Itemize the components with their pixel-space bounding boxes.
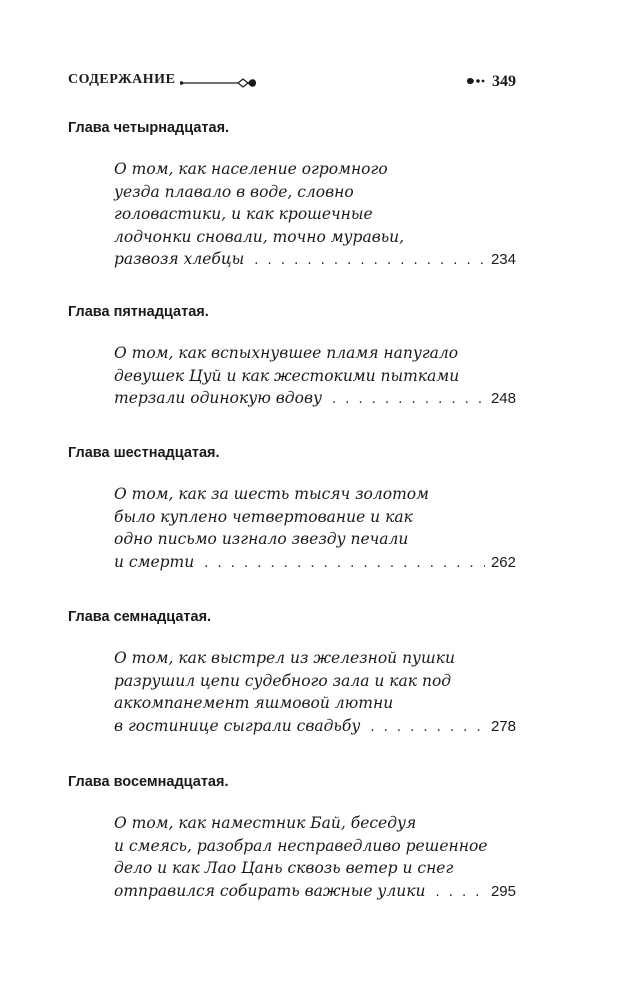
chapter-page-number: 234 [490,251,516,268]
chapter-summary [114,342,516,412]
summary-line: О том, как вспыхнувшее пламя напугало [114,344,459,362]
toc-chapter [68,774,516,904]
toc-chapter [68,445,516,575]
chapter-title: Глава восемнадцатая. [68,774,229,790]
summary-last-line [114,880,516,905]
summary-line: отправился собирать важные улики [114,881,426,900]
page-ornament-icon [466,72,486,91]
summary-line: в гостинице сыграли свадьбу [114,716,361,735]
chapter-page-number: 262 [490,553,516,571]
summary-line: аккомпанемент яшмовой лютни [114,694,394,712]
summary-line: было куплено четвертование и как [114,507,413,526]
summary-line: О том, как за шесть тысяч золотом [114,485,429,503]
chapter-title: Глава шестнадцатая. [68,445,220,461]
running-head [68,72,516,98]
summary-line: головастики, и как крошечные [114,205,373,223]
summary-line: лодчонки сновали, точно муравьи, [114,227,405,246]
running-head-right [466,72,516,91]
chapter-page-number: 278 [490,717,516,735]
summary-line: О том, как выстрел из железной пушки [114,649,455,667]
running-head-title: СОДЕРЖАНИЕ [68,72,176,87]
summary-line: одно письмо изгнало звезду печали [114,530,409,548]
toc-chapter [68,609,516,739]
summary-line: девушек Цуй и как жестокими пытками [114,366,460,385]
summary-last-line [114,387,516,412]
dot-leader [254,250,485,273]
chapter-title: Глава пятнадцатая. [68,304,209,320]
chapter-page-number: 295 [490,882,516,900]
chapter-title: Глава четырнадцатая. [68,120,230,136]
chapter-summary [114,158,516,273]
summary-line: дело и как Лао Цань сквозь ветер и снег [114,859,454,877]
dot-leader [332,389,485,412]
page-number: 349 [492,72,516,90]
summary-line: О том, как наместник Бай, беседуя [114,814,417,832]
toc-page [68,72,516,900]
summary-last-line [114,248,516,273]
dot-leader [204,553,485,576]
summary-line: и смерти [114,552,195,571]
summary-last-line [114,551,516,576]
chapter-page-number: 248 [490,390,516,407]
toc-chapter [68,120,516,273]
flourish-ornament-icon [180,75,258,94]
summary-line: и смеясь, разобрал несправедливо решенное [114,836,488,855]
toc-chapter [68,304,516,412]
chapter-summary [114,483,516,575]
dot-leader [370,717,485,740]
chapter-summary [114,812,516,904]
summary-line: развозя хлебцы [114,250,245,268]
chapter-title: Глава семнадцатая. [68,609,212,625]
summary-line: уезда плавало в воде, словно [114,182,354,201]
chapter-summary [114,647,516,739]
summary-line: терзали одинокую вдову [114,389,322,407]
dot-leader [436,882,485,905]
summary-line: разрушил цепи судебного зала и как под [114,671,452,690]
summary-line: О том, как население огромного [114,160,388,178]
summary-last-line [114,715,516,740]
